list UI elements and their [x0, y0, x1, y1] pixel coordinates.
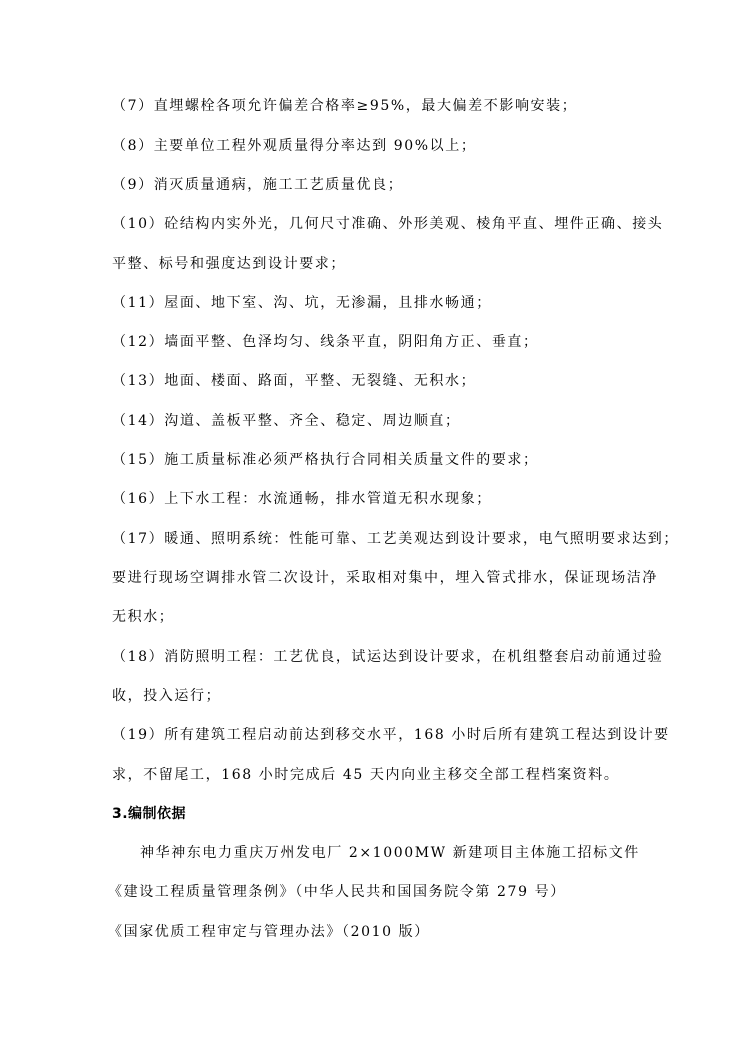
requirement-item-12: （12）墙面平整、色泽均匀、线条平直，阴阳角方正、垂直； — [112, 334, 539, 350]
requirement-item-8: （8）主要单位工程外观质量得分率达到 90%以上； — [112, 138, 477, 154]
requirement-item-9: （9）消灭质量通病，施工工艺质量优良； — [112, 177, 404, 193]
requirement-item-16: （16）上下水工程：水流通畅，排水管道无积水现象； — [112, 491, 492, 507]
requirement-item-14: （14）沟道、盖板平整、齐全、稳定、周边顺直； — [112, 413, 461, 429]
requirement-item-19-cont: 求，不留尾工，168 小时完成后 45 天内向业主移交全部工程档案资料。 — [112, 767, 620, 783]
requirement-item-10-cont: 平整、标号和强度达到设计要求； — [112, 256, 346, 272]
requirement-item-13: （13）地面、楼面、路面，平整、无裂缝、无积水； — [112, 373, 477, 389]
section-heading: 3.编制依据 — [112, 806, 187, 822]
requirement-item-18-cont: 收，投入运行； — [112, 688, 222, 704]
requirement-item-17: （17）暖通、照明系统：性能可靠、工艺美观达到设计要求，电气照明要求达到； — [112, 531, 680, 547]
reference-tender-document: 神华神东电力重庆万州发电厂 2×1000MW 新建项目主体施工招标文件 — [140, 845, 640, 861]
requirement-item-17-cont: 要进行现场空调排水管二次设计，采取相对集中，埋入管式排水，保证现场洁净 — [112, 570, 658, 586]
requirement-item-11: （11）屋面、地下室、沟、坑，无渗漏，且排水畅通； — [112, 295, 492, 311]
requirement-item-10: （10）砼结构内实外光，几何尺寸准确、外形美观、棱角平直、埋件正确、接头 — [112, 216, 664, 232]
requirement-item-17-cont2: 无积水； — [112, 609, 175, 625]
reference-quality-regulation: 《建设工程质量管理条例》（中华人民共和国国务院令第 279 号） — [108, 884, 566, 900]
reference-quality-award-method: 《国家优质工程审定与管理办法》（2010 版） — [108, 924, 430, 940]
requirement-item-19: （19）所有建筑工程启动前达到移交水平，168 小时后所有建筑工程达到设计要 — [112, 727, 670, 743]
requirement-item-18: （18）消防照明工程：工艺优良，试运达到设计要求，在机组整套启动前通过验 — [112, 649, 664, 665]
requirement-item-15: （15）施工质量标准必须严格执行合同相关质量文件的要求； — [112, 452, 539, 468]
requirement-item-7: （7）直埋螺栓各项允许偏差合格率≥95%，最大偏差不影响安装； — [112, 98, 578, 114]
